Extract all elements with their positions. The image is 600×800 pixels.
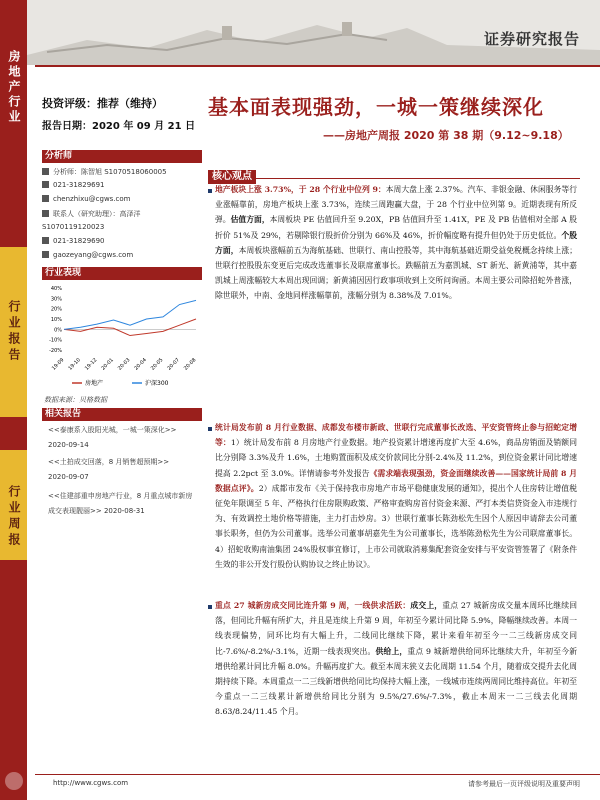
email-icon — [42, 195, 49, 202]
x-tick-label: 20-01 — [100, 357, 115, 372]
sidebar-top-label: 房地产行业 — [7, 50, 21, 125]
paragraph-policy-news: 统计局发布前 8 月行业数据、成都发布楼市新政、世联行完成董事长改选、平安资管终止参与招蛇定增等：1）统计局发布前 8 月房地产行业数据。地产投资累计增速再度扩大至 4.6%，商品房销面及销额同比分别降 3.3%及升 1.6%，土地购置面积及成交价款同比分别-2.4%及 11.2%，到位资金累计同比增速提高 2.2pct 至 3.0%。详情请参考外发报告《需求端表现强劲，资金面继续改善——国家统计局前 8 月数据点评》。2）成都市发布《关于保持我市房地产市场平稳健康发展的通知》，提出个人住房转让增值税征免年限调至 5 年、严格执行住房限购政策、严格审查购房首付资金来源、严打本类信贷资金入市违规行为、有效调控土地价格等措施，主力打击炒房。3）世联行董事长陈劲松先生因个人原因申请辞去公司董事长职务，但仍为公司董事。选举公司董事胡嘉先生为公司董事长，选举陈劲松先生为公司联席董事长。4）招蛇收购南油集团 24%股权事宜修订，上市公司就取消募集配套资金安排与平安资管签署了《附条件生效的非公开发行股份认购协议之终止协议》。 — [215, 423, 577, 569]
sidebar-logo-icon — [5, 772, 23, 790]
y-tick-label: -10% — [49, 337, 62, 344]
x-tick-label: 19-12 — [83, 357, 99, 372]
footer-disclaimer: 请参考最后一页评级说明及重要声明 — [468, 780, 580, 788]
analyst-section-header: 分析师 — [42, 150, 202, 163]
y-tick-label: 30% — [50, 296, 62, 303]
contact-line: 联系人（研究助理）：高泽洋 — [42, 209, 141, 219]
x-tick-label: 20-05 — [149, 357, 165, 372]
chart-section-header: 行业表现 — [42, 267, 202, 280]
y-tick-label: 20% — [50, 306, 62, 313]
phone-line-2: 021-31829690 — [42, 237, 105, 245]
y-tick-label: -20% — [49, 348, 62, 354]
related-report-title[interactable]: <<土拍成交回落，8 月销售超预期>> — [48, 458, 170, 466]
related-report-date: 2020-09-14 — [48, 441, 89, 449]
report-title: 基本面表现强劲，一城一策继续深化 — [208, 95, 544, 119]
sidebar-middle-label: 行业报告 — [7, 300, 21, 364]
paragraph-sector-performance: 地产板块上涨 3.73%，于 28 个行业中位列 9：本周大盘上涨 2.37%。汽车、非银金融、休闲服务等行业涨幅靠前，房地产板块上涨 3.73%，连续三周跑赢大盘，于 28 个行业中位列第 9。近期表现有所反弹。估值方面，本周板块 PE 估值回升至 9.20X，PB 估值回升至 1.41X，PE 及 PB 估值相对全部 A 股折价 51%及 29%，若剔除银行股折价分别为 66%及 46%，折价幅度略有提升但仍处于历史低位。个股方面，本周板块涨幅前五为海航基础、世联行、南山控股等，其中海航基础近期受益免税概念持续上涨；世联行控股股东变更后完成改选董事长及联席董事长。跌幅前五为嘉凯城、ST 新光、新黄浦等，其中嘉凯城上周涨幅较大本周出现回调；新黄浦因因行政事项收到上交所问询函。本周主要公司除招蛇外普涨，除世联外，中南、金地同样涨幅靠前，涨幅分别为 8.38%及 7.01%。 — [215, 185, 578, 301]
chart-source: 数据来源：贝格数据 — [44, 396, 107, 404]
footer-url[interactable]: http://www.cgws.com — [53, 779, 129, 787]
industry-performance-chart — [42, 282, 202, 392]
phone-line: 021-31829691 — [42, 181, 105, 189]
bullet-icon — [208, 189, 212, 193]
legend-label: 房地产 — [85, 380, 104, 387]
phone-icon — [42, 181, 49, 188]
report-date: 报告日期：2020 年 09 月 21 日 — [42, 121, 196, 132]
header-divider — [35, 65, 600, 67]
y-tick-label: 0% — [54, 327, 62, 334]
bullet-icon — [208, 427, 212, 431]
related-report-title[interactable]: <<泰康系入股阳光城，一城一策深化>> — [48, 426, 177, 434]
phone-icon — [42, 237, 49, 244]
paragraph-transactions: 重点 27 城新房成交同比连升第 9 周，一线供求活跃：成交上，重点 27 城新房成交量本周环比继续回落，但同比升幅有所扩大，并且是连续上升第 9 周，年初至今累计同比降 5.9%，降幅继续改善。本周一线表现偏势，同环比均有大幅上升，二线同比继续下降，累计来看年初至今一二三线新房成交同比-7.6%/-8.2%/-3.1%，近期一线表现突出。供给上，重点 9 城新增供给同环比继续大升，年初至今新增供给累计同比升幅 8.0%。升幅再度扩大。截至本周末狭义去化周期 11.54 个月，随着成交提升去化周期持续下降。本周重点一二三线新增供给同比均保持大幅上涨，一线城市连续两周同比维持高位。年初至今重点一二三线累计新增供给同比分别为 9.5%/27.6%/-7.3%，截止本周末一二三线去化周期 8.63/8.24/11.45 个月。 — [215, 601, 578, 717]
x-tick-label: 19-10 — [67, 357, 82, 372]
email-line[interactable]: chenzhixu@cgws.com — [42, 195, 131, 203]
series-line-hs300 — [64, 300, 196, 329]
email-icon — [42, 251, 49, 258]
related-section-header: 相关报告 — [42, 408, 202, 421]
x-tick-label: 19-09 — [50, 357, 66, 372]
related-report-title[interactable]: <<住建部重申房地产行业，8 月重点城市新房成交表现靓丽>> 2020-08-31 — [48, 492, 193, 515]
report-subtitle: ——房地产周报 2020 第 38 期（9.12~9.18） — [323, 129, 569, 142]
sidebar-bottom-label: 行业周报 — [7, 485, 21, 549]
footer-divider — [35, 774, 600, 775]
y-tick-label: 40% — [50, 286, 62, 292]
header-title: 证券研究报告 — [483, 30, 580, 48]
x-tick-label: 20-07 — [166, 357, 181, 372]
email-line-2[interactable]: gaozeyang@cgws.com — [42, 251, 133, 259]
y-tick-label: 10% — [50, 317, 62, 323]
legend-label: 沪深300 — [145, 380, 169, 387]
related-report-date: 2020-09-07 — [48, 473, 89, 481]
x-tick-label: 20-03 — [116, 357, 132, 372]
person-icon — [42, 210, 49, 217]
investment-rating: 投资评级：推荐（维持） — [42, 97, 163, 110]
x-tick-label: 20-08 — [182, 357, 198, 372]
bullet-icon — [208, 605, 212, 609]
contact-id-line: S1070119120023 — [42, 223, 105, 231]
analyst-line: 分析师：陈智旭 S1070518060005 — [42, 167, 167, 177]
x-tick-label: 20-04 — [133, 357, 148, 372]
series-line-real-estate — [64, 319, 196, 336]
person-icon — [42, 168, 49, 175]
core-view-header: 核心观点 — [208, 164, 580, 179]
